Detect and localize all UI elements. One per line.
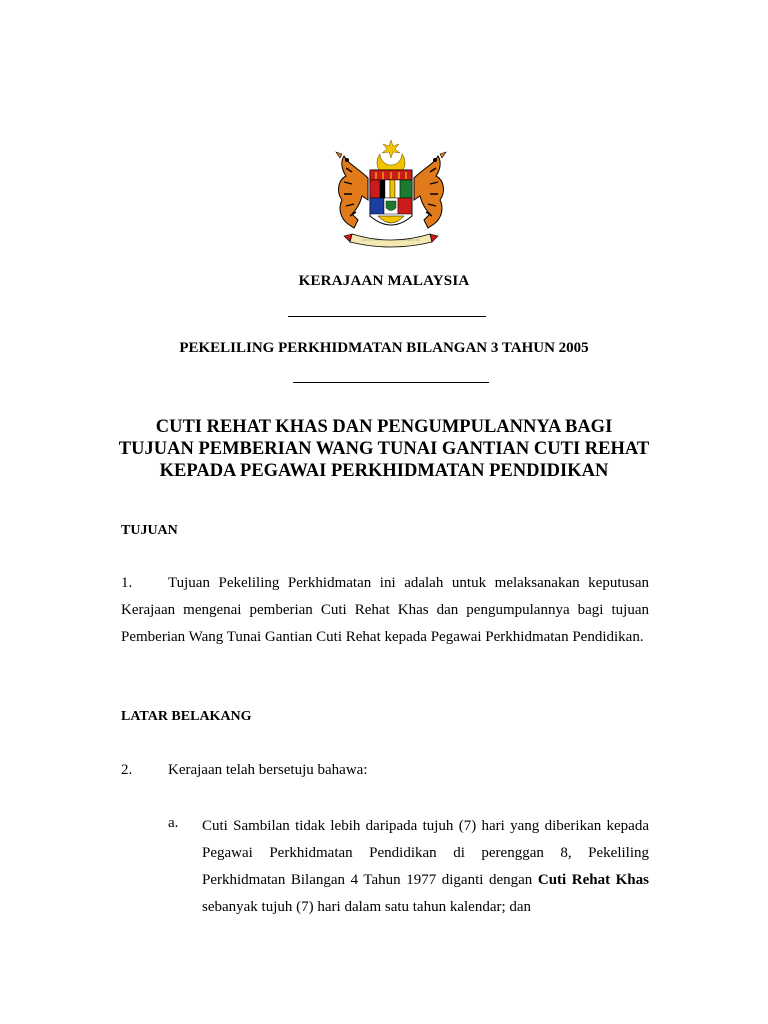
title-line: TUJUAN PEMBERIAN WANG TUNAI GANTIAN CUTI REHAT <box>118 439 650 459</box>
divider <box>288 316 486 317</box>
list-item-text <box>202 813 649 921</box>
paragraph-text: Kerajaan telah bersetuju bahawa: <box>168 762 368 778</box>
title-line: CUTI REHAT KHAS DAN PENGUMPULANNYA BAGI <box>155 417 613 437</box>
paragraph-1 <box>121 570 649 651</box>
list-item-label: a. <box>168 815 179 831</box>
list-item-text-part: sebanyak tujuh (7) hari dalam satu tahun kalendar; dan <box>202 899 532 915</box>
paragraph-text: Tujuan Pekeliling Perkhidmatan ini adalah untuk melaksanakan keputusan Kerajaan mengenai pemberian Cuti Rehat Khas dan pengumpulannya bagi tujuan Pemberian Wang Tunai Gantian Cuti Rehat kepada Pegawai Perkhidmatan Pendidikan. <box>121 575 649 645</box>
circular-number-heading: PEKELILING PERKHIDMATAN BILANGAN 3 TAHUN 2005 <box>179 340 589 356</box>
paragraph-number: 1. <box>121 575 133 591</box>
section-heading-latar-belakang: LATAR BELAKANG <box>121 709 252 724</box>
coat-of-arms-icon <box>330 138 452 250</box>
section-heading-tujuan: TUJUAN <box>121 523 178 538</box>
divider <box>293 382 489 383</box>
paragraph-number: 2. <box>121 762 133 778</box>
government-heading: KERAJAAN MALAYSIA <box>298 273 470 289</box>
title-line: KEPADA PEGAWAI PERKHIDMATAN PENDIDIKAN <box>159 461 609 481</box>
list-item-text-part: Cuti Sambilan tidak lebih daripada tujuh (7) hari yang diberikan kepada Pegawai Perkhidmatan Pendidikan di perenggan 8, Pekeliling Perkhidmatan Bilangan 4 Tahun 1977 diganti dengan <box>202 818 649 888</box>
list-item-bold-term: Cuti Rehat Khas <box>537 872 649 888</box>
document-title <box>0 416 768 482</box>
